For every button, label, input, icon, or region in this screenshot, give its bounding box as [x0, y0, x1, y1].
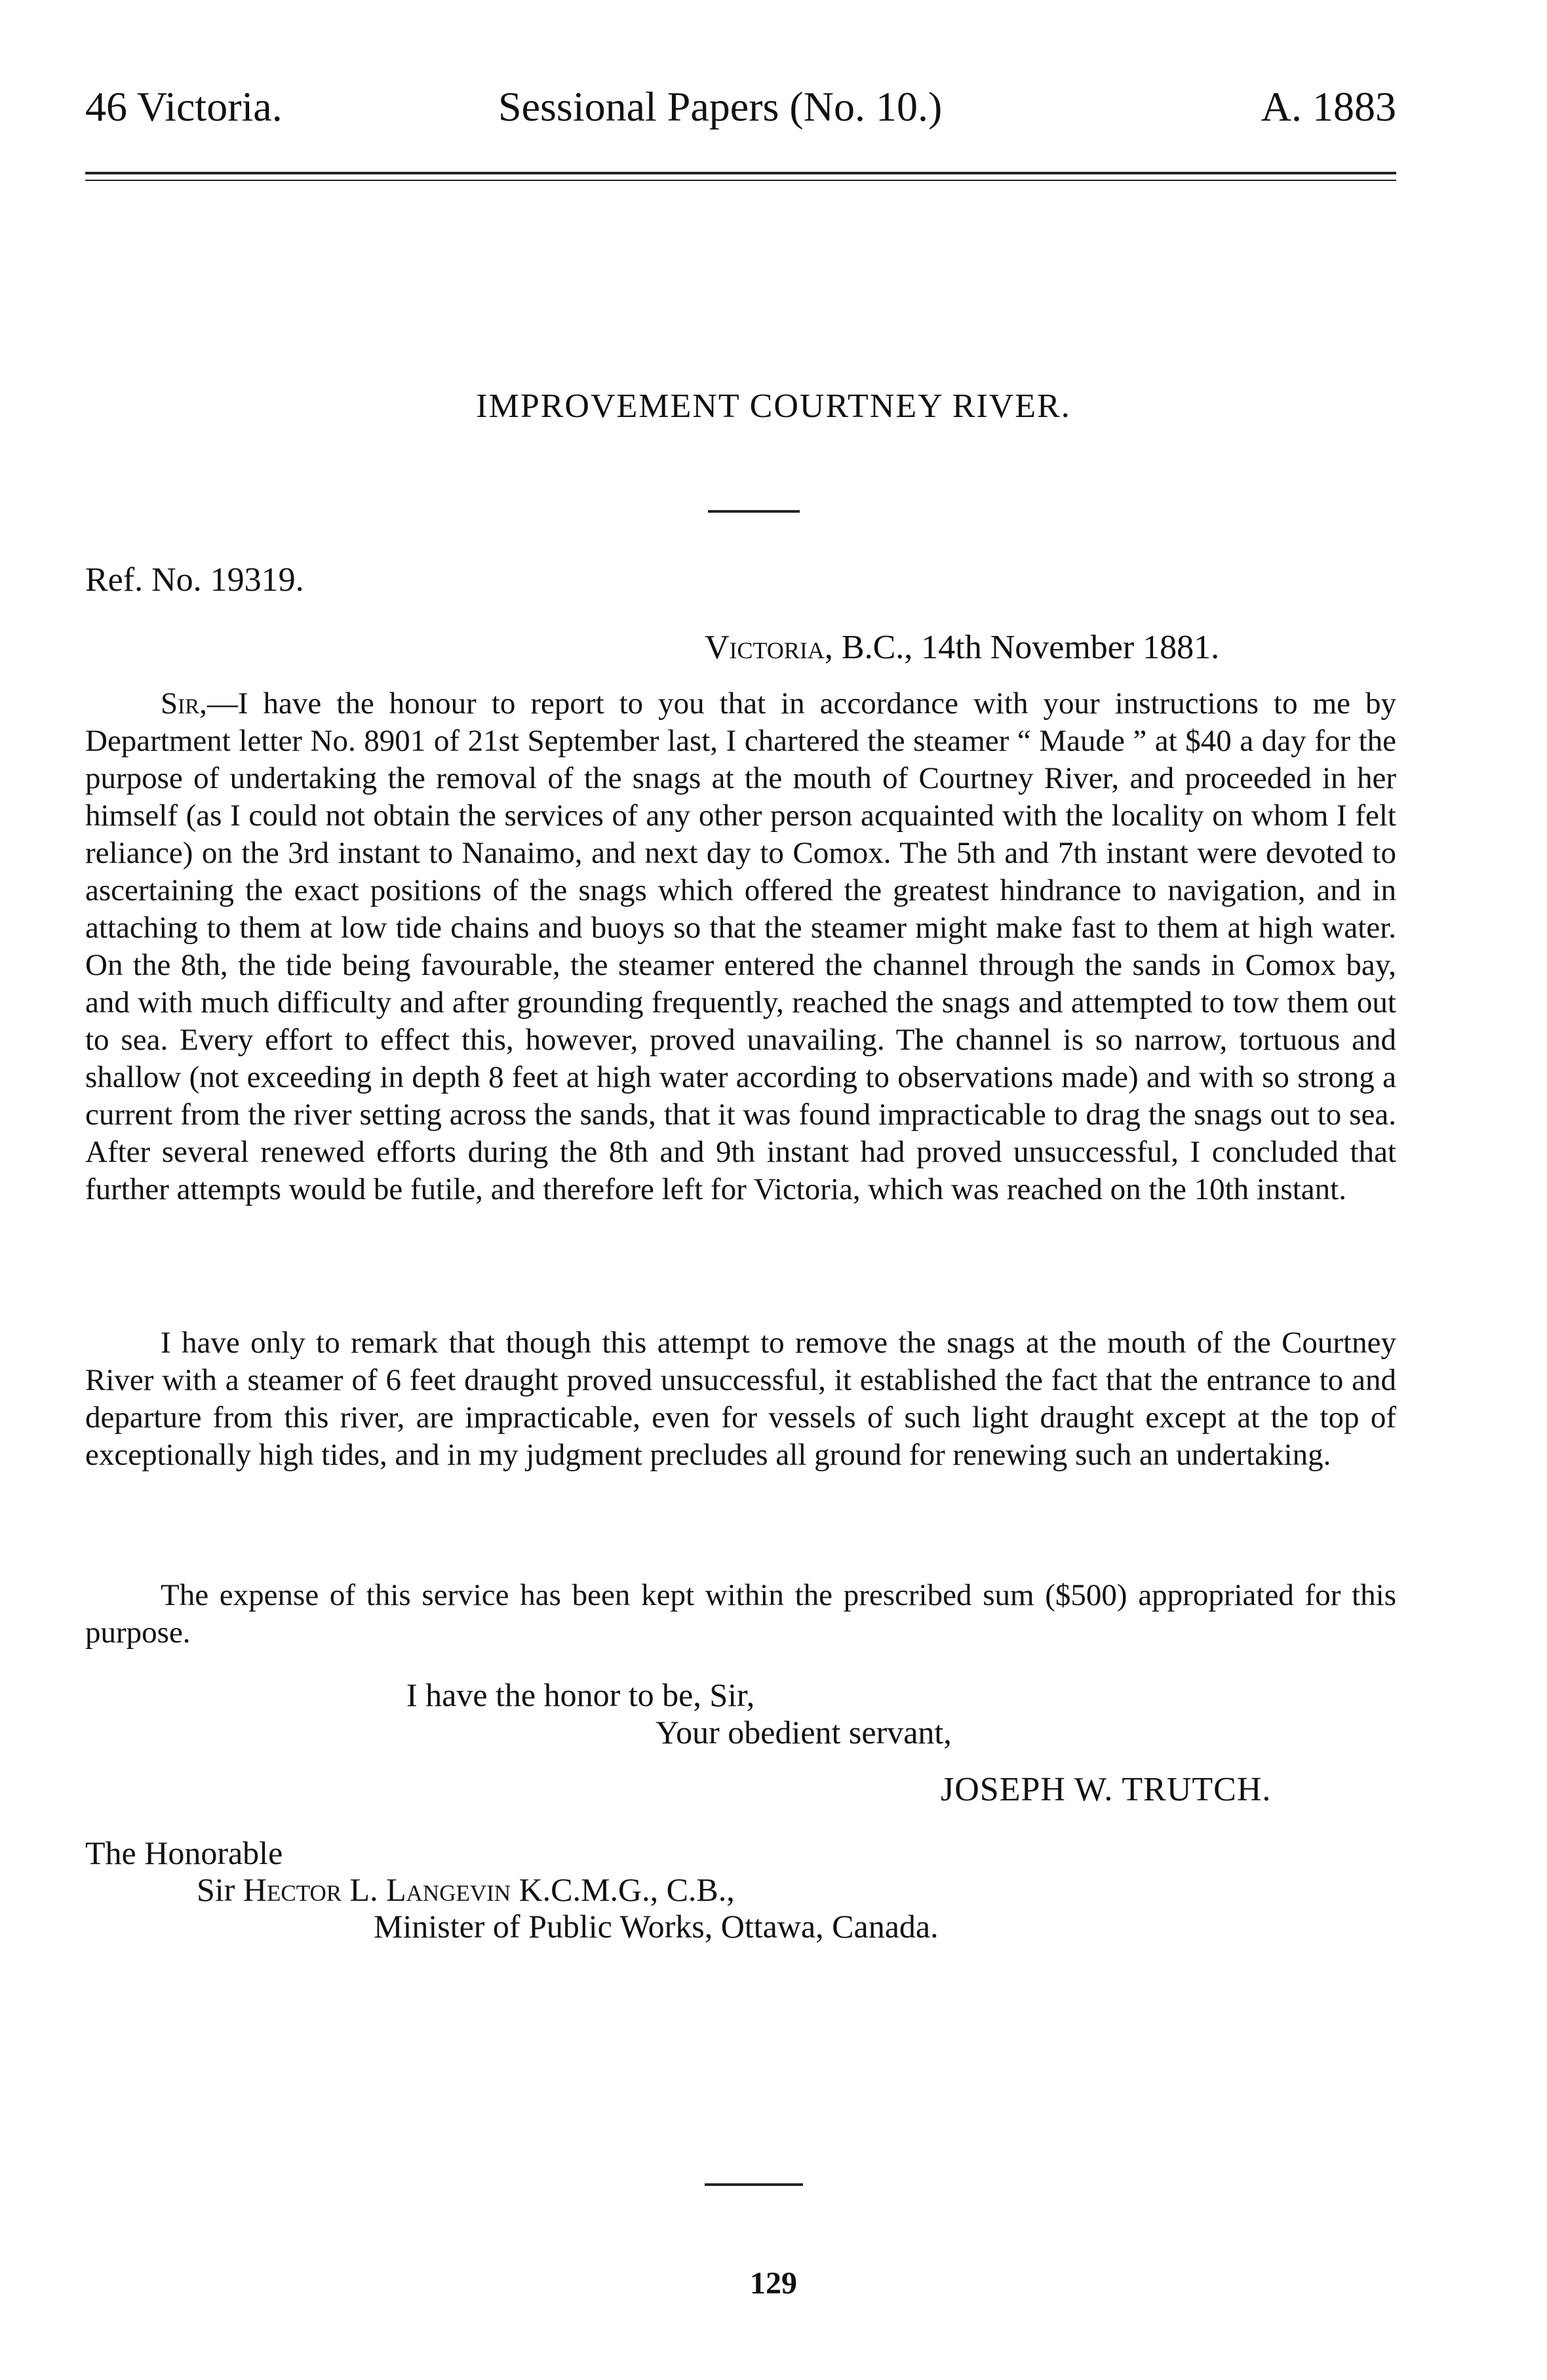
addressee-line-2 — [197, 1871, 735, 1909]
dateline-place: Victoria, — [705, 629, 833, 666]
addressee-line-3: Minister of Public Works, Ottawa, Canada. — [374, 1908, 939, 1945]
header-center: Sessional Papers (No. 10.) — [498, 83, 943, 130]
salutation: Sir, — [161, 686, 207, 721]
addressee-line-1: The Honorable — [85, 1835, 283, 1871]
running-header — [85, 77, 1396, 136]
addressee-prefix: Sir — [197, 1871, 243, 1908]
letter-paragraph-1 — [85, 685, 1396, 1208]
closing-line-1: I have the honor to be, Sir, — [406, 1676, 755, 1713]
reference-number: Ref. No. 19319. — [85, 561, 304, 599]
dateline-rest: B.C., 14th November 1881. — [832, 629, 1220, 666]
dateline — [705, 628, 1219, 667]
closing-line-2: Your obedient servant, — [656, 1714, 952, 1751]
page-number: 129 — [750, 2266, 797, 2301]
document-title: IMPROVEMENT COURTNEY RIVER. — [476, 387, 1071, 425]
footer-divider — [705, 2183, 803, 2186]
title-divider — [708, 510, 800, 513]
header-right: A. 1883 — [1261, 83, 1396, 130]
addressee-name: Hector L. Langevin — [243, 1871, 511, 1908]
addressee-suffix: K.C.M.G., C.B., — [511, 1871, 735, 1908]
letter-paragraph-2: I have only to remark that though this attempt to remove the snags at the mouth of the Courtney River with a steamer of 6 feet draught proved unsuccessful, it established the fact that the entrance to and departure from this river, are impracticable, even for vessels of such light draught except at the top of exceptionally high tides, and in my judgment precludes all ground for renewing such an undertaking. — [85, 1326, 1396, 1472]
header-rule — [85, 172, 1396, 181]
paragraph-1-text: —I have the honour to report to you that in accordance with your instructions to me by Department letter No. 8901 of 21st September last, I chartered the steamer “ Maude ” at $40 a day for the purpose of undertaking the removal of the snags at the mouth of Courtney River, and proceeded in her himself (as I could not obtain the services of any other person acquainted with the locality on whom I felt reliance) on the 3rd instant to Nanaimo, and next day to Comox. The 5th and 7th instant were devoted to ascertaining the exact positions of the snags which offered the greatest hindrance to navigation, and in attaching to them at low tide chains and buoys so that the steamer might make fast to them at high water. On the 8th, the tide being favourable, the steamer entered the channel through the sands in Comox bay, and with much difficulty and after grounding frequently, reached the snags and attempted to tow them out to sea. Every effort to effect this, however, proved unavailing. The channel is so narrow, tortuous and shallow (not exceeding in depth 8 feet at high water according to observations made) and with so strong a current from the river setting across the sands, that it was found impracticable to drag the snags out to sea. After several renewed efforts during the 8th and 9th instant had proved unsuccessful, I concluded that further attempts would be futile, and therefore left for Victoria, which was reached on the 10th instant. — [85, 686, 1396, 1206]
header-left: 46 Victoria. — [85, 83, 283, 130]
letter-paragraph-3: The expense of this service has been kept within the prescribed sum ($500) appropriated for this purpose. — [85, 1578, 1396, 1650]
signature: JOSEPH W. TRUTCH. — [941, 1771, 1272, 1808]
